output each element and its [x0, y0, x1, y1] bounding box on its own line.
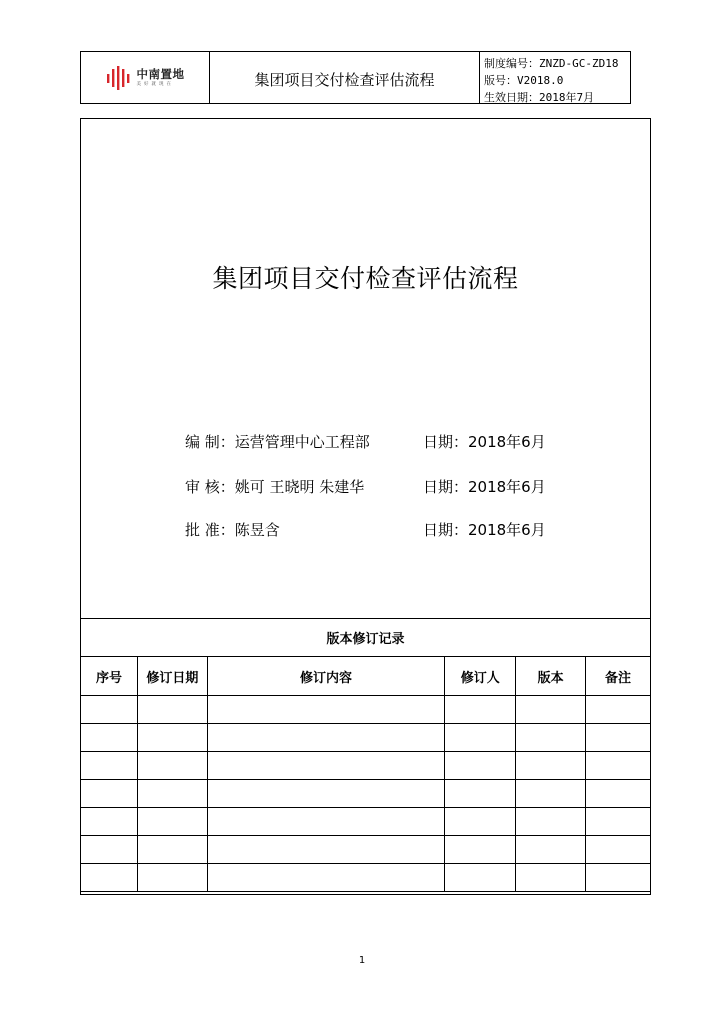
col-header-seq: 序号 — [81, 657, 138, 696]
table-cell — [81, 808, 138, 836]
effective-date: 生效日期：2018年7月 — [484, 91, 595, 104]
table-cell — [81, 696, 138, 724]
table-cell — [586, 808, 651, 836]
table-cell — [207, 780, 445, 808]
table-cell — [516, 808, 586, 836]
col-header-reviser: 修订人 — [445, 657, 516, 696]
approve-date: 日期：2018年6月 — [423, 521, 546, 539]
table-cell — [137, 836, 207, 864]
compiler: 编 制：运营管理中心工程部 — [185, 433, 370, 451]
header-logo-cell — [81, 52, 210, 103]
page-number: 1 — [358, 955, 366, 966]
table-cell — [445, 724, 516, 752]
table-row — [81, 836, 651, 864]
table-cell — [81, 864, 138, 892]
table-cell — [137, 864, 207, 892]
table-cell — [207, 696, 445, 724]
reviewers: 审 核：姚可 王晓明 朱建华 — [185, 478, 365, 496]
table-cell — [516, 696, 586, 724]
table-cell — [445, 864, 516, 892]
table-cell — [137, 808, 207, 836]
table-cell — [207, 808, 445, 836]
table-cell — [81, 724, 138, 752]
col-header-version: 版本 — [516, 657, 586, 696]
revision-table-header — [81, 657, 651, 696]
cover-frame — [80, 118, 651, 895]
header-title: 集团项目交付检查评估流程 — [210, 52, 480, 103]
table-row — [81, 696, 651, 724]
table-cell — [516, 780, 586, 808]
col-header-date: 修订日期 — [137, 657, 207, 696]
table-row — [81, 780, 651, 808]
revision-table — [80, 656, 651, 892]
table-cell — [586, 752, 651, 780]
logo-bars-icon — [106, 65, 132, 91]
signature-row-approve — [185, 519, 546, 540]
document-version: 版号：V2018.0 — [484, 74, 564, 87]
header-meta — [480, 52, 630, 103]
compile-date: 日期：2018年6月 — [423, 433, 546, 451]
table-cell — [516, 836, 586, 864]
table-row — [81, 724, 651, 752]
company-logo — [106, 65, 185, 91]
revision-record-title: 版本修订记录 — [81, 618, 650, 656]
review-date: 日期：2018年6月 — [423, 478, 546, 496]
page-title: 集团项目交付检查评估流程 — [212, 264, 519, 293]
approver: 批 准：陈昱含 — [185, 521, 280, 539]
table-cell — [81, 780, 138, 808]
table-cell — [207, 864, 445, 892]
table-cell — [586, 696, 651, 724]
table-cell — [586, 780, 651, 808]
logo-name: 中南置地 — [136, 66, 185, 81]
document-code: 制度编号：ZNZD-GC-ZD18 — [484, 57, 619, 70]
table-cell — [516, 752, 586, 780]
col-header-content: 修订内容 — [207, 657, 445, 696]
table-cell — [207, 752, 445, 780]
table-cell — [207, 836, 445, 864]
table-cell — [445, 780, 516, 808]
table-cell — [137, 780, 207, 808]
table-cell — [516, 864, 586, 892]
table-cell — [516, 724, 586, 752]
signature-row-compile — [185, 431, 546, 452]
table-cell — [445, 696, 516, 724]
document-header — [80, 51, 631, 104]
table-cell — [586, 864, 651, 892]
table-row — [81, 808, 651, 836]
table-cell — [445, 808, 516, 836]
table-cell — [137, 696, 207, 724]
signature-row-review — [185, 476, 546, 497]
col-header-remark: 备注 — [586, 657, 651, 696]
table-cell — [586, 724, 651, 752]
table-cell — [81, 836, 138, 864]
table-cell — [81, 752, 138, 780]
table-cell — [207, 724, 445, 752]
table-cell — [586, 836, 651, 864]
table-row — [81, 864, 651, 892]
logo-slogan: 美好就现在 — [136, 81, 174, 87]
table-cell — [137, 752, 207, 780]
table-cell — [445, 752, 516, 780]
table-cell — [445, 836, 516, 864]
table-row — [81, 752, 651, 780]
table-cell — [137, 724, 207, 752]
